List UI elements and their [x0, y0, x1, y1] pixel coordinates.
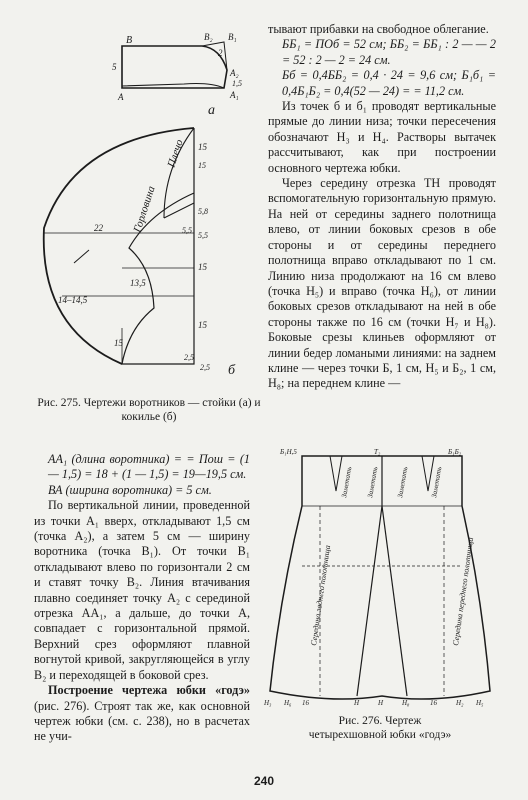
dim-b-6: 15 — [198, 320, 207, 330]
dim-b-8: 5,5 — [182, 226, 192, 235]
dim-a-width: 5 — [112, 62, 117, 72]
right-paragraph-2: Из точек б и б₁ проводят вертикальные прямые до линии низа; точки пересечения обозначают Н₃ и Н₄. Растворы вытачек рассчитывают, как при построении основного чертежа юбки. — [268, 99, 496, 175]
bottom-label-8: Н₂ — [456, 699, 464, 707]
point-b2: B₂ — [204, 32, 213, 42]
dim-b-10: 5,5 — [198, 231, 208, 240]
bottom-label-7: 16 — [430, 699, 437, 707]
panel-label-6: Середина переднего полотнища — [451, 536, 476, 647]
bottom-label-2: Н₆ — [284, 699, 292, 707]
left-formula-1: АА₁ (длина воротника) = = Пош = (1 — 1,5) = 18 + (1 — 1,5) = 19—19,5 см. — [48, 452, 250, 482]
right-formula-1: ББ₁ = ПОб = 52 см; ББ₂ = ББ₁ : 2 — — 2 = 52 : 2 — 2 = 24 см. — [282, 37, 496, 67]
point-a2: A₂ — [230, 68, 239, 78]
grain-arrow — [74, 250, 89, 263]
dim-b-12: 2,5 — [184, 353, 194, 362]
skirt-outline — [270, 456, 490, 699]
bottom-label-4: Н — [354, 699, 360, 707]
dim-b-1: 15 — [198, 142, 207, 152]
dim-b-11: 15 — [198, 161, 206, 170]
figure-276 — [262, 446, 498, 708]
figure-275 — [34, 28, 259, 378]
part-b-letter: б — [228, 363, 236, 378]
left-paragraph-2 — [34, 683, 250, 745]
figure-276-caption-line-2: четырехшовной юбки «годэ» — [308, 729, 452, 741]
figure-275-caption: Рис. 275. Чертежи воротников — стойки (а) и кокилье (б) — [37, 397, 261, 423]
left-paragraph-2-text: (рис. 276). Строят так же, как основной чертеж юбки (см. с. 238), но в расчетах не учи- — [34, 698, 250, 744]
left-formula-2: ВА (ширина воротника) = 5 см. — [48, 482, 212, 497]
top-label-right: Б₁Б₂ — [448, 448, 462, 456]
dim-a-offset: 2 — [218, 48, 223, 58]
bottom-label-6: Н₈ — [402, 699, 410, 707]
right-paragraph-1: тывают прибавки на свободное облегание. — [268, 22, 489, 36]
figure-276-caption — [262, 714, 498, 742]
panel-label-1: Заметать — [340, 466, 354, 499]
panel-label-5: Заметать — [430, 466, 444, 499]
dim-b-9: 5,8 — [198, 207, 208, 216]
dim-b-3: 14–14,5 — [58, 295, 88, 305]
point-a1: A₁ — [230, 90, 239, 100]
bottom-label-9: Н₅ — [476, 699, 484, 707]
collar-b-shoulder-joint — [164, 203, 194, 218]
point-a: A — [118, 92, 124, 102]
dim-b-5: 15 — [198, 262, 207, 272]
panel-label-4: Заметать — [396, 466, 410, 499]
point-b1: B₁ — [228, 32, 237, 42]
figure-275-drawing — [34, 28, 259, 378]
right-formula-2: Бб = 0,4ББ₂ = 0,4 · 24 = 9,6 см; Б₁б₁ = 0,4Б₁Б₂ = 0,4(52 — 24) = = 11,2 см. — [282, 68, 496, 98]
part-a-letter: а — [208, 103, 215, 118]
panel-label-2: Заметать — [366, 466, 380, 499]
point-b: B — [126, 35, 133, 46]
dim-b-2: 22 — [94, 223, 103, 233]
figure-276-caption-line-1: Рис. 276. Чертеж — [338, 715, 422, 727]
figure-276-drawing — [262, 446, 498, 708]
page-number: 240 — [253, 774, 275, 788]
bottom-label-1: Н₃ — [264, 699, 272, 707]
right-text-column — [268, 22, 496, 392]
bottom-label-3: 16 — [302, 699, 309, 707]
label-shoulder: Плечо — [165, 138, 186, 169]
top-label-left: Б₁Н,5 — [280, 448, 297, 456]
bottom-label-5: Н — [378, 699, 384, 707]
dim-a-rise: 1,5 — [232, 79, 242, 88]
section-heading: Построение чертежа юбки «годэ» — [48, 683, 250, 698]
left-text-column — [34, 452, 250, 745]
skirt-side-seam-right — [382, 506, 407, 696]
right-paragraph-3: Через середину отрезка ТН проводят вспомогательную горизонтальную прямую. На ней от середины заднего полотнища влево, от линии боковых срезов в обе стороны и от середины переднего полотнища вправо откладывают по 1 см. Линию низа продолжают на 16 см влево (точка Н₅) и вправо (точка Н₆), от линии боковых срезов откладывают на ней в обе стороны также по 16 см (точки Н₇ и Н₈). Боковые срезы клиньев оформляют от линии бедер ломаными линиями: на заднем клине — через точки Б, 1 см, Н₅ и Б₂, 1 см, Н₈; на переднем клине — — [268, 176, 496, 391]
panel-label-3: Середина заднего полотнища — [309, 544, 333, 647]
dim-b-7: 15 — [114, 338, 123, 348]
left-paragraph-1: По вертикальной линии, проведенной из точки А₁ вверх, откладывают 1,5 см (точка А₂), а затем 5 см — ширину воротника (точка В₁). От точки В₁ откладывают влево по горизонтали 2 см и ставят точку В₂. Линия втачивания плавно соединяет точку А₂ с серединой отрезка АА₁, а дальше, до точки А, совпадает с горизонтальной прямой. Верхний срез оформляют плавной вогнутой кривой, закругляющейся в углу В₂ и переходящей в боковой срез. — [34, 498, 250, 682]
collar-a-outline — [122, 46, 227, 88]
top-label-center: Т₂ — [374, 448, 381, 456]
dim-b-4: 13,5 — [130, 278, 146, 288]
label-neckline: Горловина — [131, 184, 158, 234]
collar-b-neckline — [122, 128, 194, 364]
dim-b-13: 2,5 — [200, 363, 210, 372]
